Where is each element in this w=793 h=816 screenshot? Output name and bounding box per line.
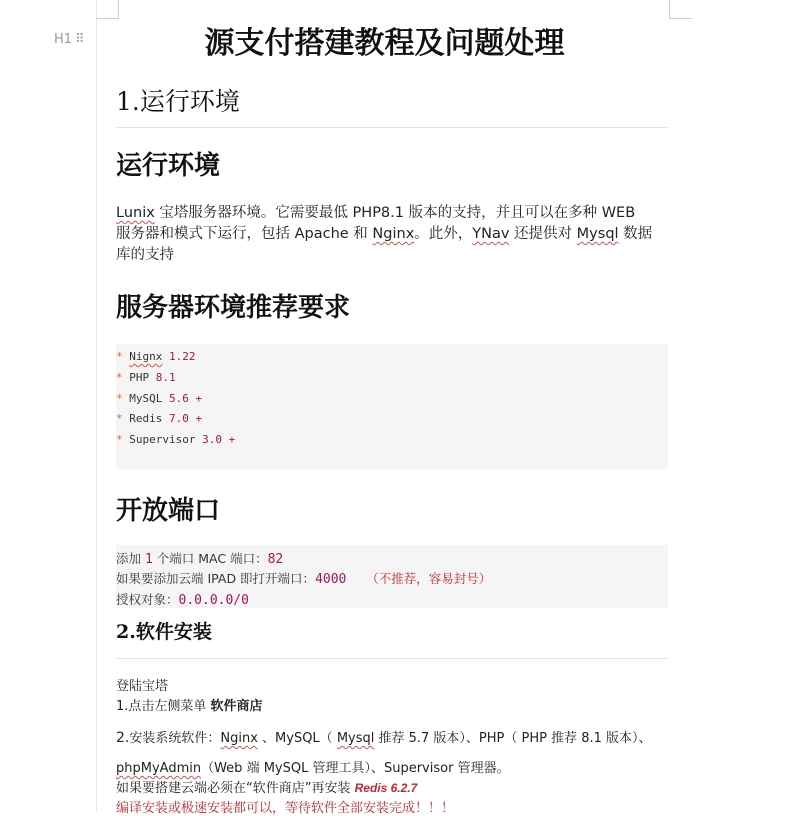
- code-block-requirements[interactable]: [116, 344, 668, 469]
- list-item: * Redis 7.0 +: [116, 412, 203, 426]
- page-margin-left: [96, 0, 97, 811]
- list-item: * PHP 8.1: [116, 370, 176, 384]
- spellcheck-word: Nginx: [372, 226, 415, 242]
- list-item: * MySQL 5.6 +: [116, 391, 203, 405]
- code-block-ports[interactable]: [116, 545, 668, 608]
- spellcheck-word: Lunix: [116, 205, 155, 221]
- port-line-ipad: 如果要添加云端 IPAD 即打开端口：4000 （不推荐，容易封号）: [116, 571, 492, 587]
- subheading-server-requirements: 服务器环境推荐要求: [116, 293, 351, 323]
- step-5: 编译安装或极速安装都可以，等待软件全部安装完成！！！: [116, 801, 455, 816]
- step-1: 1.点击左侧菜单 软件商店: [116, 699, 263, 714]
- subheading-open-ports: 开放端口: [116, 496, 221, 526]
- page-corner-mark-right: [669, 0, 692, 19]
- runtime-paragraph: Lunix 宝塔服务器环境。它需要最低 PHP8.1 版本的支持，并且可以在多种 WEB 服务器和模式下运行，包括 Apache 和 Nginx。此外，YNav 还提供对 Mysql 数据 库的支持: [116, 205, 653, 263]
- step-2: 2.安装系统软件：Nginx 、MySQL（ Mysql 推荐 5.7 版本）、PHP（ PHP 推荐 8.1 版本）、: [116, 730, 652, 746]
- port-line-mac: 添加 1 个端口 MAC 端口：82: [116, 551, 284, 567]
- divider: [116, 127, 668, 128]
- divider: [116, 658, 668, 659]
- step-3: phpMyAdmin（Web 端 MySQL 管理工具）、Supervisor 管理器。: [116, 761, 510, 776]
- page-corner-mark-left: [96, 0, 119, 19]
- port-line-auth: 授权对象：0.0.0.0/0: [116, 592, 249, 608]
- section-heading-runtime: 1.运行环境: [116, 87, 240, 116]
- requirements-list: [116, 347, 235, 451]
- heading-level-hint[interactable]: [54, 32, 84, 47]
- list-item: * Nignx 1.22: [116, 350, 196, 363]
- step-4: 如果要搭建云端必须在“软件商店”再安装 Redis 6.2.7: [116, 781, 418, 796]
- document-title: 源支付搭建教程及问题处理: [204, 26, 565, 61]
- heading-icon: H1: [54, 32, 73, 47]
- spellcheck-word: YNav: [472, 226, 510, 242]
- section-heading-software: 2.软件安装: [116, 621, 212, 643]
- drag-handle-icon[interactable]: ⠿: [75, 32, 84, 47]
- list-item: * Supervisor 3.0 +: [116, 433, 236, 447]
- subheading-runtime: 运行环境: [116, 151, 221, 181]
- login-text: 登陆宝塔: [116, 679, 169, 694]
- spellcheck-word: Mysql: [576, 226, 619, 242]
